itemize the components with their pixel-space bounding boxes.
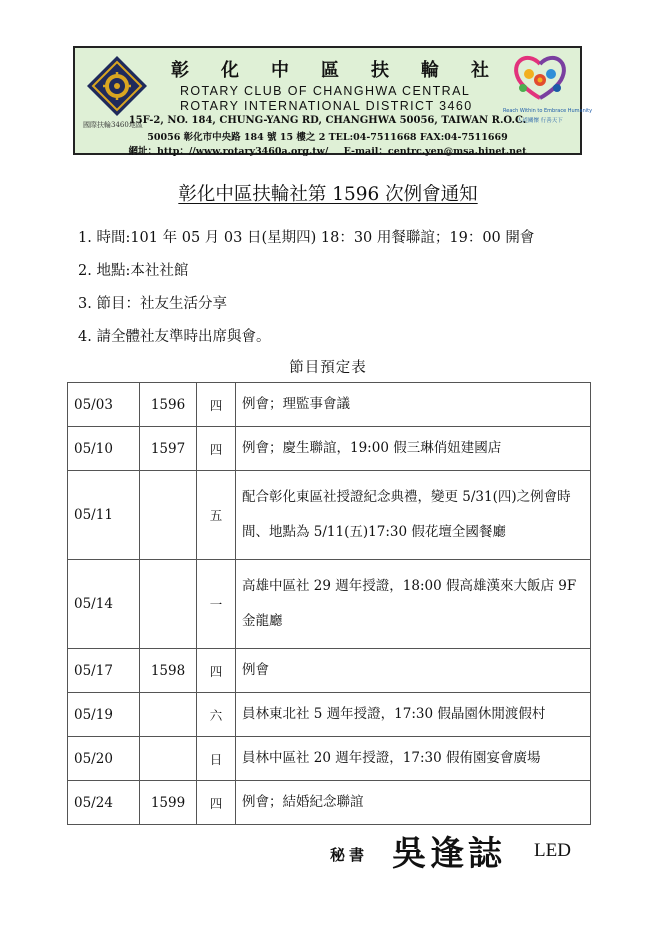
schedule-title: 節目預定表 (289, 360, 367, 376)
row-weekday: 四 (197, 781, 236, 825)
signature-name: 吳逢誌 (392, 834, 506, 874)
notice-item-program: 3. 節目：社友生活分享 (78, 296, 227, 312)
row-weekday: 六 (197, 693, 236, 737)
table-row (68, 427, 591, 471)
signature-initials: LED (534, 840, 571, 861)
table-row (68, 781, 591, 825)
row-meeting-number: 1598 (140, 649, 197, 693)
row-date: 05/24 (68, 781, 140, 825)
table-row (68, 737, 591, 781)
row-weekday: 四 (197, 383, 236, 427)
row-event: 例會 (236, 649, 591, 693)
row-meeting-number: 1599 (140, 781, 197, 825)
contact-line (75, 143, 580, 157)
row-date: 05/14 (68, 560, 140, 649)
row-event: 員林中區社 20 週年授證，17:30 假侑園宴會廣場 (236, 737, 591, 781)
website-link[interactable]: 網址：http：//www.rotary3460a.org.tw/ (128, 146, 329, 157)
row-date: 05/03 (68, 383, 140, 427)
row-date: 05/20 (68, 737, 140, 781)
rotary-emblem-icon (85, 54, 149, 118)
notice-item-time: 1. 時間:101 年 05 月 03 日(星期四) 18：30 用餐聯誼；19：00 開會 (78, 230, 535, 246)
address-english: 15F-2, NO. 184, CHUNG-YANG RD, CHANGHWA 50056, TAIWAN R.O.C. (128, 115, 527, 126)
row-meeting-number: 1597 (140, 427, 197, 471)
theme-caption-chinese: 人道關懷 行善天下 (517, 118, 563, 124)
address-chinese: 50056 彰化市中央路 184 號 15 樓之 2 TEL:04-7511668 FAX:04-7511669 (147, 132, 508, 143)
row-event: 例會；結婚紀念聯誼 (236, 781, 591, 825)
row-event: 例會；理監事會議 (236, 383, 591, 427)
email-link[interactable]: E-mail：centrc.yen@msa.hinet.net (343, 146, 527, 157)
row-meeting-number (140, 693, 197, 737)
row-event: 例會；慶生聯誼，19:00 假三琳俏妞建國店 (236, 427, 591, 471)
table-row (68, 383, 591, 427)
row-event: 員林東北社 5 週年授證，17:30 假晶園休閒渡假村 (236, 693, 591, 737)
row-weekday: 四 (197, 649, 236, 693)
table-row (68, 649, 591, 693)
signature-title: 秘書 (330, 846, 369, 864)
notice-item-attendance: 4. 請全體社友準時出席與會。 (78, 329, 271, 345)
row-event: 配合彰化東區社授證紀念典禮，變更 5/31(四)之例會時間、地點為 5/11(五)17:30 假花壇全國餐廳 (236, 471, 591, 560)
row-weekday: 一 (197, 560, 236, 649)
theme-logo-icon (507, 52, 573, 108)
district-name: ROTARY INTERNATIONAL DISTRICT 3460 (180, 99, 473, 113)
notice-item-location: 2. 地點:本社社館 (78, 263, 189, 279)
row-date: 05/17 (68, 649, 140, 693)
row-date: 05/11 (68, 471, 140, 560)
table-row (68, 693, 591, 737)
row-meeting-number (140, 560, 197, 649)
letterhead (73, 46, 593, 157)
theme-caption-english: Reach Within to Embrace Humanity (503, 108, 593, 114)
table-row (68, 471, 591, 560)
row-date: 05/19 (68, 693, 140, 737)
row-meeting-number: 1596 (140, 383, 197, 427)
row-weekday: 四 (197, 427, 236, 471)
district-caption: 國際扶輪3460地區 (83, 121, 143, 129)
row-meeting-number (140, 471, 197, 560)
schedule-table (67, 382, 591, 825)
row-weekday: 日 (197, 737, 236, 781)
notice-title: 彰化中區扶輪社第 1596 次例會通知 (178, 184, 478, 205)
row-date: 05/10 (68, 427, 140, 471)
row-event: 高雄中區社 29 週年授證，18:00 假高雄漢來大飯店 9F 金龍廳 (236, 560, 591, 649)
table-row (68, 560, 591, 649)
row-meeting-number (140, 737, 197, 781)
row-weekday: 五 (197, 471, 236, 560)
club-name-english: ROTARY CLUB OF CHANGHWA CENTRAL (180, 84, 471, 98)
club-name-chinese: 彰化中區扶輪社 (171, 60, 521, 81)
